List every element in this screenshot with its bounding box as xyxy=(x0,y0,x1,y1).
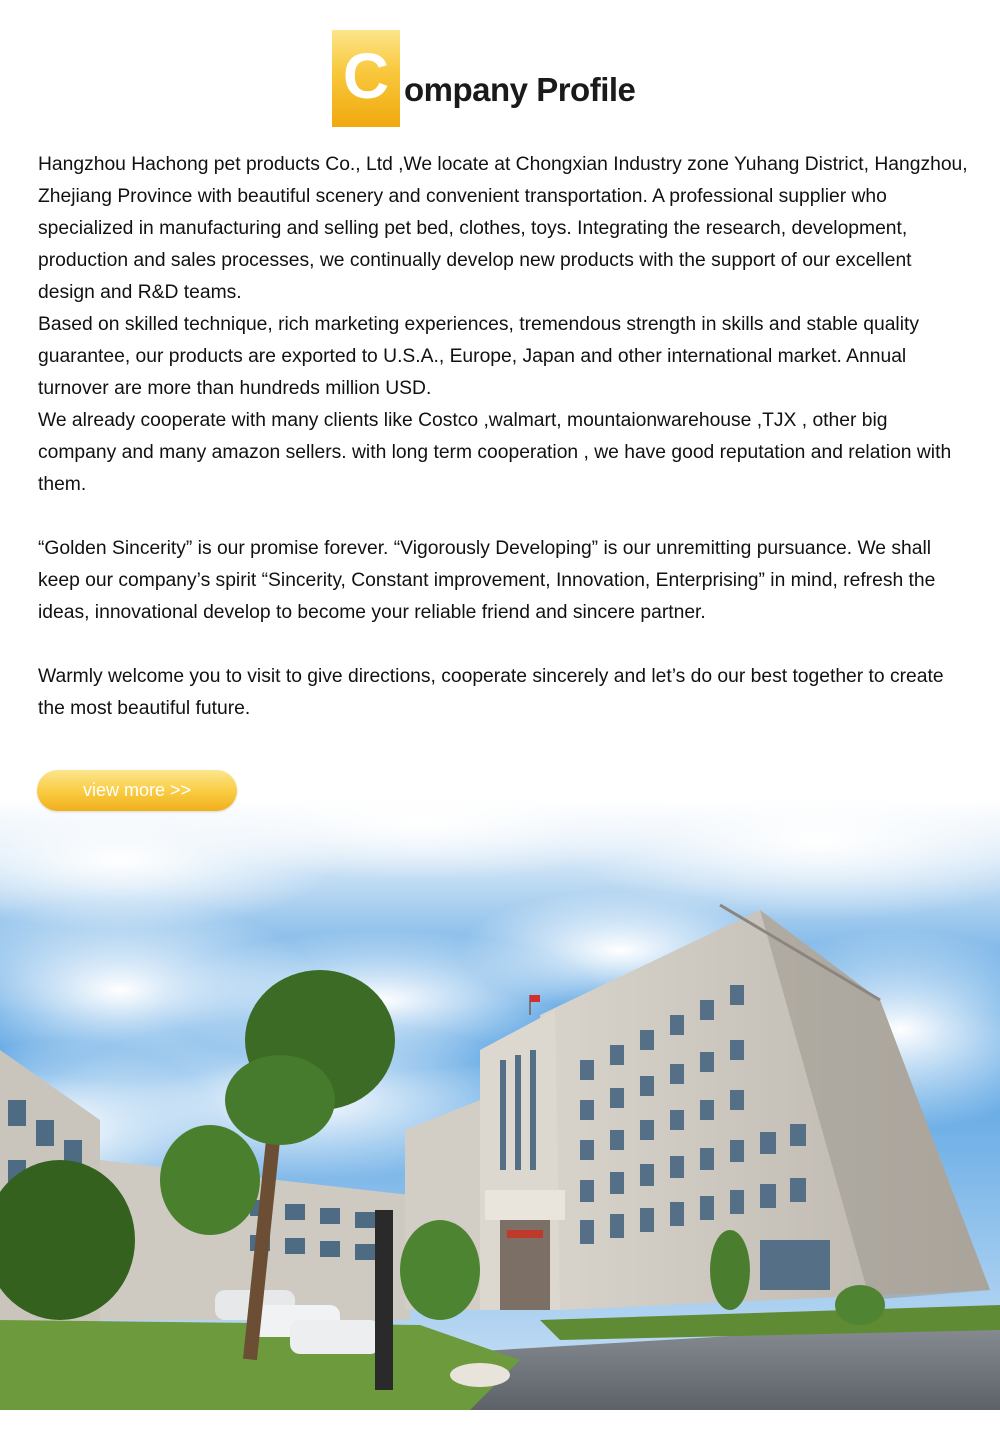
company-description xyxy=(38,149,968,725)
title-initial-letter: C xyxy=(342,40,390,112)
paragraph-clients: We already cooperate with many clients like Costco ,walmart, mountaionwarehouse ,TJX , other big company and many amazon sellers. with long term cooperation , we have good reputation and relation with them. xyxy=(38,410,952,495)
company-building-photo xyxy=(0,800,1000,1410)
paragraph-export: Based on skilled technique, rich marketing experiences, tremendous strength in skills and stable quality guarantee, our products are exported to U.S.A., Europe, Japan and other international market. Annual turnover are more than hundreds million USD. xyxy=(38,314,919,399)
title-initial-block xyxy=(332,30,400,127)
page-title: ompany Profile xyxy=(404,71,636,108)
view-more-button[interactable]: view more >> xyxy=(37,770,237,811)
section-header xyxy=(0,30,1000,130)
paragraph-intro: Hangzhou Hachong pet products Co., Ltd ,We locate at Chongxian Industry zone Yuhang District, Hangzhou, Zhejiang Province with beautiful scenery and convenient transportation. A professional supplier who specialized in manufacturing and selling pet bed, clothes, toys. Integrating the research, development, production and sales processes, we continually develop new products with the support of our excellent design and R&D teams. xyxy=(38,154,968,303)
lamp-post xyxy=(375,1210,393,1390)
paragraph-values: “Golden Sincerity” is our promise forever. “Vigorously Developing” is our unremitting pursuance. We shall keep our company’s spirit “Sincerity, Constant improvement, Innovation, Enterprising” in mind, refresh the ideas, innovational develop to become your reliable friend and sincere partner. xyxy=(38,538,936,623)
paragraph-welcome: Warmly welcome you to visit to give directions, cooperate sincerely and let’s do our best together to create the most beautiful future. xyxy=(38,666,944,719)
